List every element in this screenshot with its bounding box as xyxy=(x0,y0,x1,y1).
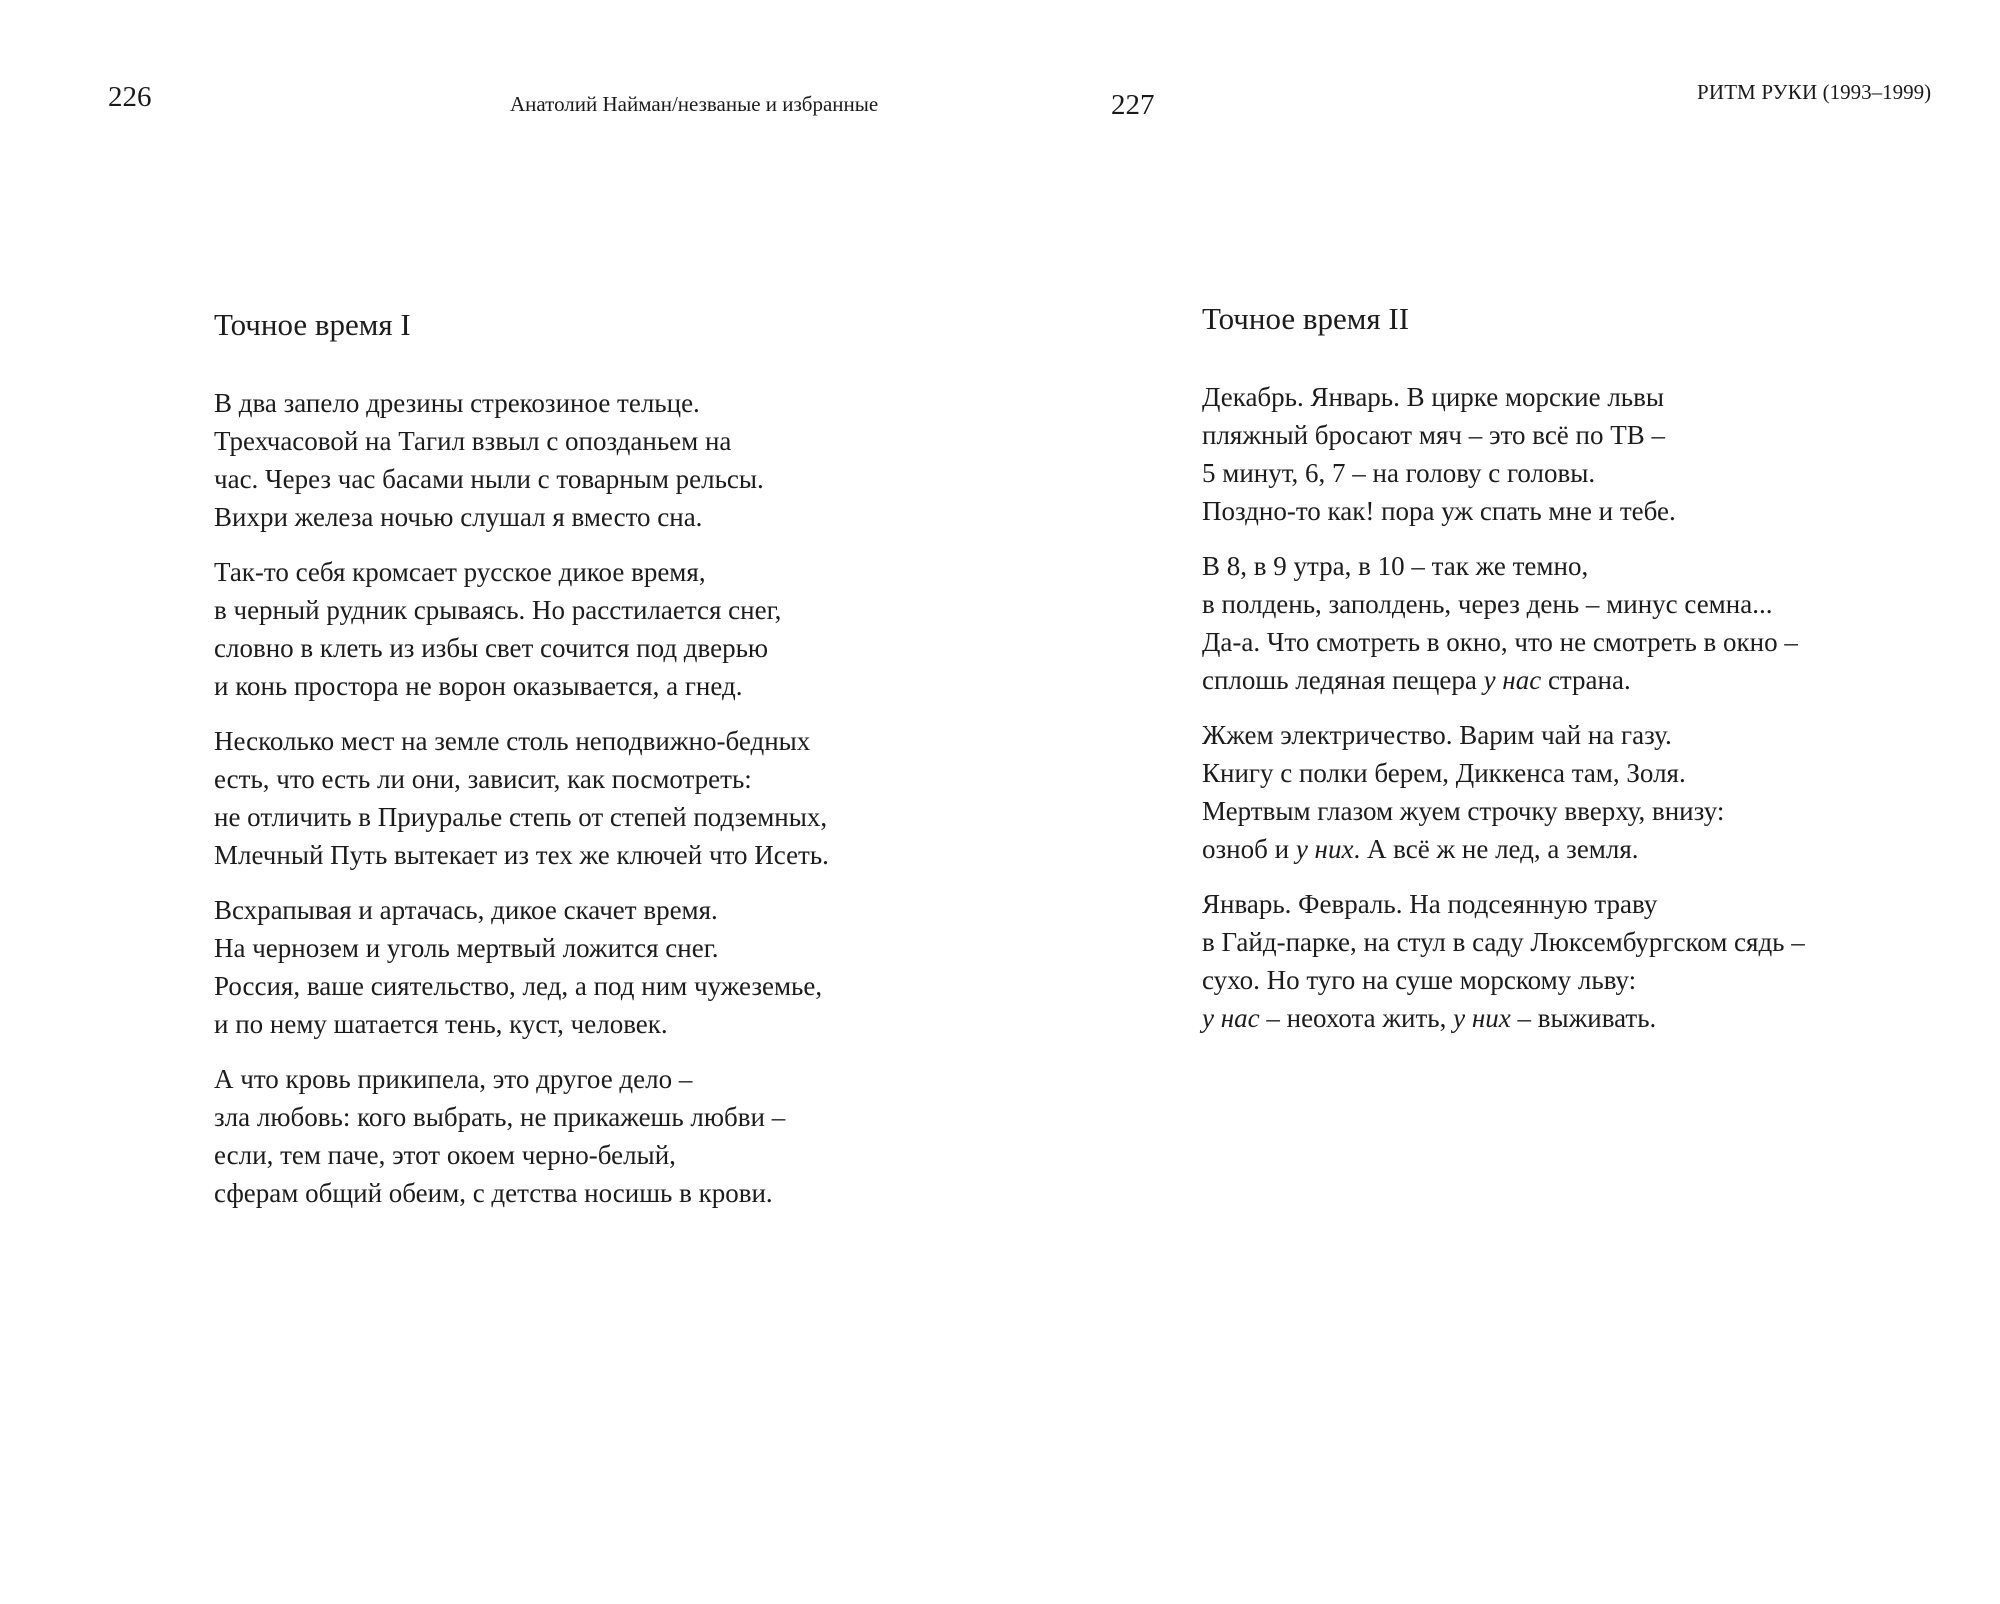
poem-line: Россия, ваше сиятельство, лед, а под ним чужеземье, xyxy=(214,971,823,1001)
stanza xyxy=(214,553,829,705)
poem-right xyxy=(1202,303,1805,1054)
line-text: – неохота жить, xyxy=(1259,1003,1454,1033)
right-page-number: 227 xyxy=(1111,89,1155,121)
poem-line xyxy=(1202,999,1805,1037)
poem-line: час. Через час басами ныли с товарным рельсы. xyxy=(214,464,764,494)
poem-line: 5 минут, 6, 7 – на голову с головы. xyxy=(1202,458,1596,488)
stanza xyxy=(1202,716,1805,868)
poem-left xyxy=(214,309,829,1229)
poem-line: Мертвым глазом жуем строчку вверху, внизу: xyxy=(1202,796,1725,826)
poem-line: и конь простора не ворон оказывается, а гнед. xyxy=(214,671,743,701)
poem-line: Декабрь. Январь. В цирке морские львы xyxy=(1202,382,1665,412)
italic-text: у них xyxy=(1295,834,1354,864)
poem-line: Вихри железа ночью слушал я вместо сна. xyxy=(214,502,703,532)
poem-line: есть, что есть ли они, зависит, как посмотреть: xyxy=(214,764,752,794)
line-text: страна. xyxy=(1541,665,1631,695)
line-text: сплошь ледяная пещера xyxy=(1202,665,1484,695)
poem-line: в полдень, заполдень, через день – минус семна... xyxy=(1202,589,1773,619)
poem-line: зла любовь: кого выбрать, не прикажешь любви – xyxy=(214,1102,786,1132)
right-page xyxy=(1000,0,2000,1604)
poem-line xyxy=(1202,830,1805,868)
poem-line: Несколько мест на земле столь неподвижно-бедных xyxy=(214,726,811,756)
poem-line: Январь. Февраль. На подсеянную траву xyxy=(1202,889,1658,919)
poem-line: Да-а. Что смотреть в окно, что не смотреть в окно – xyxy=(1202,627,1798,657)
running-head-years: (1993–1999) xyxy=(1822,80,1932,104)
italic-text: у них xyxy=(1453,1003,1511,1033)
stanza xyxy=(214,891,829,1043)
poem-title: Точное время II xyxy=(1202,301,1410,336)
right-running-head xyxy=(1697,82,1931,103)
poem-line xyxy=(1202,661,1805,699)
poem-line: не отличить в Приуралье степь от степей подземных, xyxy=(214,802,828,832)
poem-line: А что кровь прикипела, это другое дело – xyxy=(214,1064,693,1094)
poem-title: Точное время I xyxy=(214,307,411,342)
stanza xyxy=(214,384,829,536)
poem-line: В два запело дрезины стрекозиное тельце. xyxy=(214,388,700,418)
line-text: – выживать. xyxy=(1510,1003,1657,1033)
stanza xyxy=(1202,378,1805,530)
poem-line: Млечный Путь вытекает из тех же ключей что Исеть. xyxy=(214,840,829,870)
line-text: озноб и xyxy=(1202,834,1296,864)
poem-line: и по нему шатается тень, куст, человек. xyxy=(214,1009,668,1039)
stanza xyxy=(214,1060,829,1212)
stanza xyxy=(1202,885,1805,1037)
poem-line: Так-то себя кромсает русское дикое время, xyxy=(214,557,706,587)
poem-line: Трехчасовой на Тагил взвыл с опозданьем на xyxy=(214,426,732,456)
poem-line: пляжный бросают мяч – это всё по ТВ – xyxy=(1202,420,1665,450)
poem-line: сухо. Но туго на суше морскому льву: xyxy=(1202,965,1637,995)
poem-line: Книгу с полки берем, Диккенса там, Золя. xyxy=(1202,758,1686,788)
poem-line: в черный рудник срываясь. Но расстилается снег, xyxy=(214,595,782,625)
line-text: . А всё ж не лед, а земля. xyxy=(1353,834,1639,864)
running-head-section: РИТМ РУКИ xyxy=(1697,80,1818,104)
poem-line: в Гайд-парке, на стул в саду Люксембургском сядь – xyxy=(1202,927,1805,957)
italic-text: у нас xyxy=(1483,665,1542,695)
stanza xyxy=(1202,547,1805,699)
poem-line: Жжем электричество. Варим чай на газу. xyxy=(1202,720,1672,750)
left-page-number: 226 xyxy=(108,81,152,113)
poem-line: На чернозем и уголь мертвый ложится снег. xyxy=(214,933,719,963)
poem-line: сферам общий обеим, с детства носишь в крови. xyxy=(214,1178,773,1208)
poem-line: Всхрапывая и артачась, дикое скачет время. xyxy=(214,895,718,925)
poem-line: В 8, в 9 утра, в 10 – так же темно, xyxy=(1202,551,1589,581)
stanza xyxy=(214,722,829,874)
poem-line: если, тем паче, этот окоем черно-белый, xyxy=(214,1140,676,1170)
left-running-head: Анатолий Найман/незваные и избранные xyxy=(510,92,879,116)
poem-line: Поздно-то как! пора уж спать мне и тебе. xyxy=(1202,496,1676,526)
italic-text: у нас xyxy=(1202,1003,1260,1033)
poem-line: словно в клеть из избы свет сочится под дверью xyxy=(214,633,769,663)
